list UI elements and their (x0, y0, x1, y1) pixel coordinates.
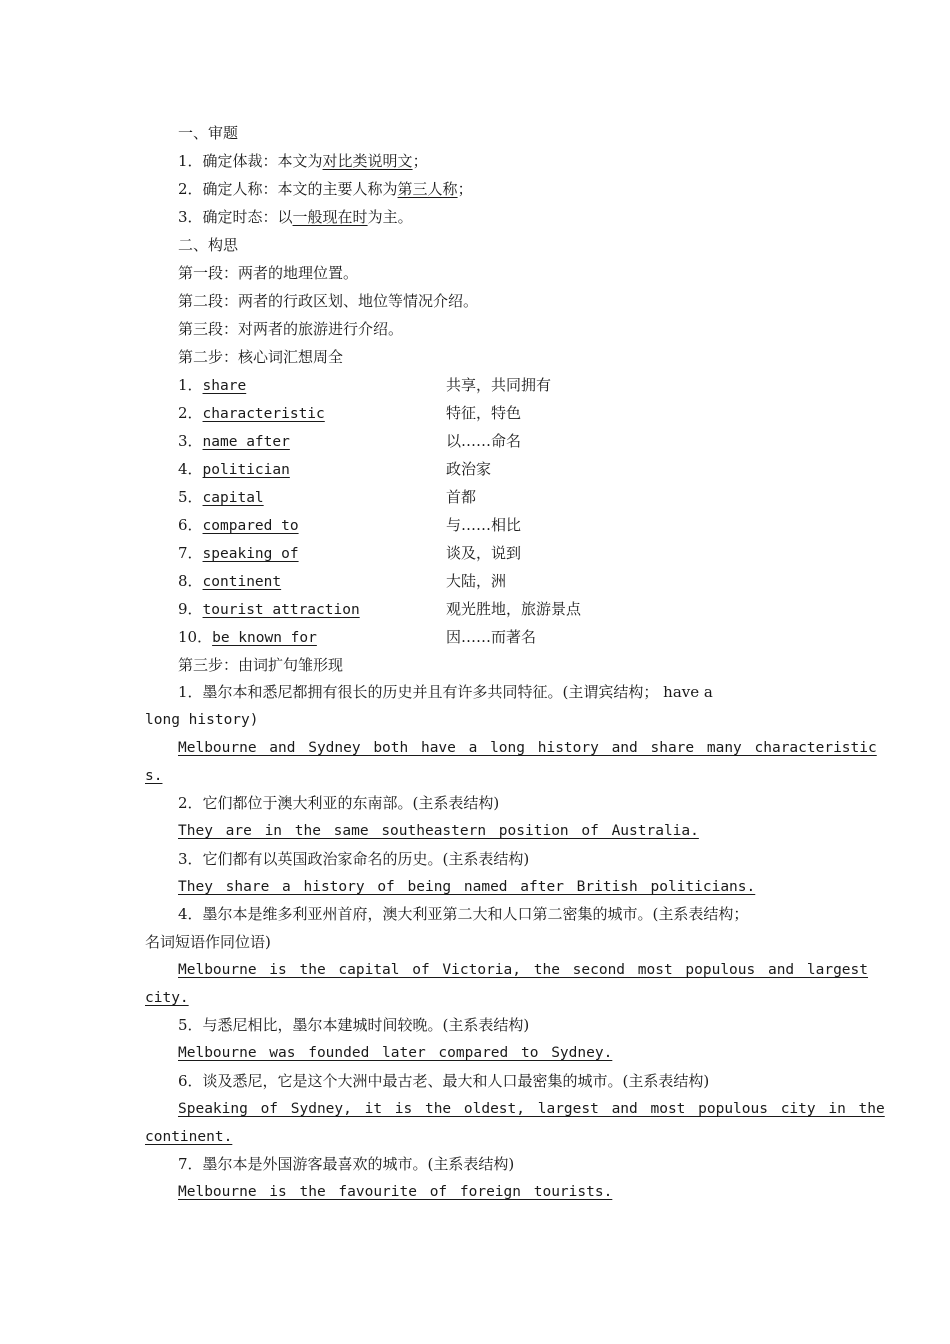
item3-prefix: 3．确定时态：以 (178, 208, 293, 226)
sentence2-question: 2．它们都位于澳大利亚的东南部。(主系表结构) (178, 794, 500, 812)
vocab-chinese: 因……而著名 (446, 628, 537, 646)
vocab-row (178, 375, 246, 396)
vocab-num: 4． (178, 460, 203, 478)
vocab-num: 7． (178, 544, 203, 562)
section2-para2: 第二段：两者的行政区划、地位等情况介绍。 (178, 292, 479, 310)
section1-item2 (178, 179, 473, 199)
vocab-num: 5． (178, 488, 203, 506)
vocab-english: name after (202, 434, 290, 450)
section1-item3 (178, 207, 413, 227)
section2-para1: 第一段：两者的地理位置。 (178, 264, 359, 282)
vocab-row (178, 515, 299, 536)
item1-suffix: ； (412, 152, 428, 170)
item3-answer: 一般现在时 (292, 208, 368, 226)
section1-item1 (178, 151, 428, 171)
vocab-chinese: 特征，特色 (446, 404, 522, 422)
vocab-row (178, 543, 299, 564)
vocab-chinese: 观光胜地，旅游景点 (446, 600, 582, 618)
vocab-english: speaking of (202, 546, 299, 562)
vocab-english: continent (202, 574, 282, 590)
sentence3-question: 3．它们都有以英国政治家命名的历史。(主系表结构) (178, 850, 530, 868)
sentence4-answer-cont: city. (145, 990, 189, 1006)
vocab-chinese: 谈及，说到 (446, 544, 522, 562)
sentence6-question: 6．谈及悉尼，它是这个大洲中最古老、最大和人口最密集的城市。(主系表结构) (178, 1072, 710, 1090)
vocab-chinese: 以……命名 (446, 432, 522, 450)
vocab-num: 1． (178, 376, 203, 394)
sentence4-question: 4．墨尔本是维多利亚州首府，澳大利亚第二大和人口第二密集的城市。(主系表结构； (178, 905, 749, 923)
item3-suffix: 为主。 (367, 208, 413, 226)
sentence4-answer: Melbourne is the capital of Victoria, the second most populous and largest (178, 962, 869, 978)
sentence4-question-cont: 名词短语作同位语) (145, 933, 271, 951)
sentence5-answer: Melbourne was founded later compared to Sydney. (178, 1045, 613, 1061)
vocab-row (178, 487, 264, 508)
vocab-chinese: 政治家 (446, 460, 492, 478)
sentence1-question: 1．墨尔本和悉尼都拥有很长的历史并且有许多共同特征。(主谓宾结构； have a (178, 683, 713, 701)
vocab-row (178, 403, 325, 424)
vocab-english: be known for (212, 630, 317, 646)
vocab-english: characteristic (202, 406, 325, 422)
sentence1-answer-cont: s. (145, 768, 163, 784)
sentence1-question-cont: long history) (145, 712, 259, 728)
sentence2-answer: They are in the same southeastern position of Australia. (178, 823, 699, 839)
item1-prefix: 1．确定体裁：本文为 (178, 152, 323, 170)
item2-prefix: 2．确定人称：本文的主要人称为 (178, 180, 398, 198)
sentence6-answer-cont: continent. (145, 1129, 233, 1145)
item2-answer: 第三人称 (397, 180, 458, 198)
step3-heading: 第三步：由词扩句雏形现 (178, 656, 344, 674)
sentence6-answer: Speaking of Sydney, it is the oldest, largest and most populous city in the (178, 1101, 885, 1117)
vocab-chinese: 首都 (446, 488, 477, 506)
vocab-row (178, 459, 290, 480)
vocab-num: 8． (178, 572, 203, 590)
section1-heading: 一、审题 (178, 124, 239, 142)
item1-answer: 对比类说明文 (322, 152, 413, 170)
step2-heading: 第二步：核心词汇想周全 (178, 348, 344, 366)
vocab-row (178, 431, 290, 452)
vocab-english: capital (202, 490, 264, 506)
sentence5-question: 5．与悉尼相比，墨尔本建城时间较晚。(主系表结构) (178, 1016, 530, 1034)
vocab-num: 9． (178, 600, 203, 618)
section2-para3: 第三段：对两者的旅游进行介绍。 (178, 320, 404, 338)
vocab-num: 10． (178, 628, 213, 646)
sentence1-answer: Melbourne and Sydney both have a long history and share many characteristic (178, 740, 877, 756)
vocab-chinese: 共享，共同拥有 (446, 376, 552, 394)
vocab-chinese: 大陆，洲 (446, 572, 507, 590)
vocab-english: politician (202, 462, 290, 478)
vocab-row (178, 599, 360, 620)
vocab-row (178, 571, 281, 592)
section2-heading: 二、构思 (178, 236, 239, 254)
vocab-chinese: 与……相比 (446, 516, 522, 534)
vocab-english: compared to (202, 518, 299, 534)
vocab-num: 6． (178, 516, 203, 534)
item2-suffix: ； (457, 180, 473, 198)
sentence7-question: 7．墨尔本是外国游客最喜欢的城市。(主系表结构) (178, 1155, 515, 1173)
vocab-num: 2． (178, 404, 203, 422)
sentence3-answer: They share a history of being named after British politicians. (178, 879, 756, 895)
sentence7-answer: Melbourne is the favourite of foreign tourists. (178, 1184, 613, 1200)
vocab-english: share (202, 378, 247, 394)
vocab-num: 3． (178, 432, 203, 450)
vocab-row (178, 627, 317, 648)
vocab-english: tourist attraction (202, 602, 360, 618)
